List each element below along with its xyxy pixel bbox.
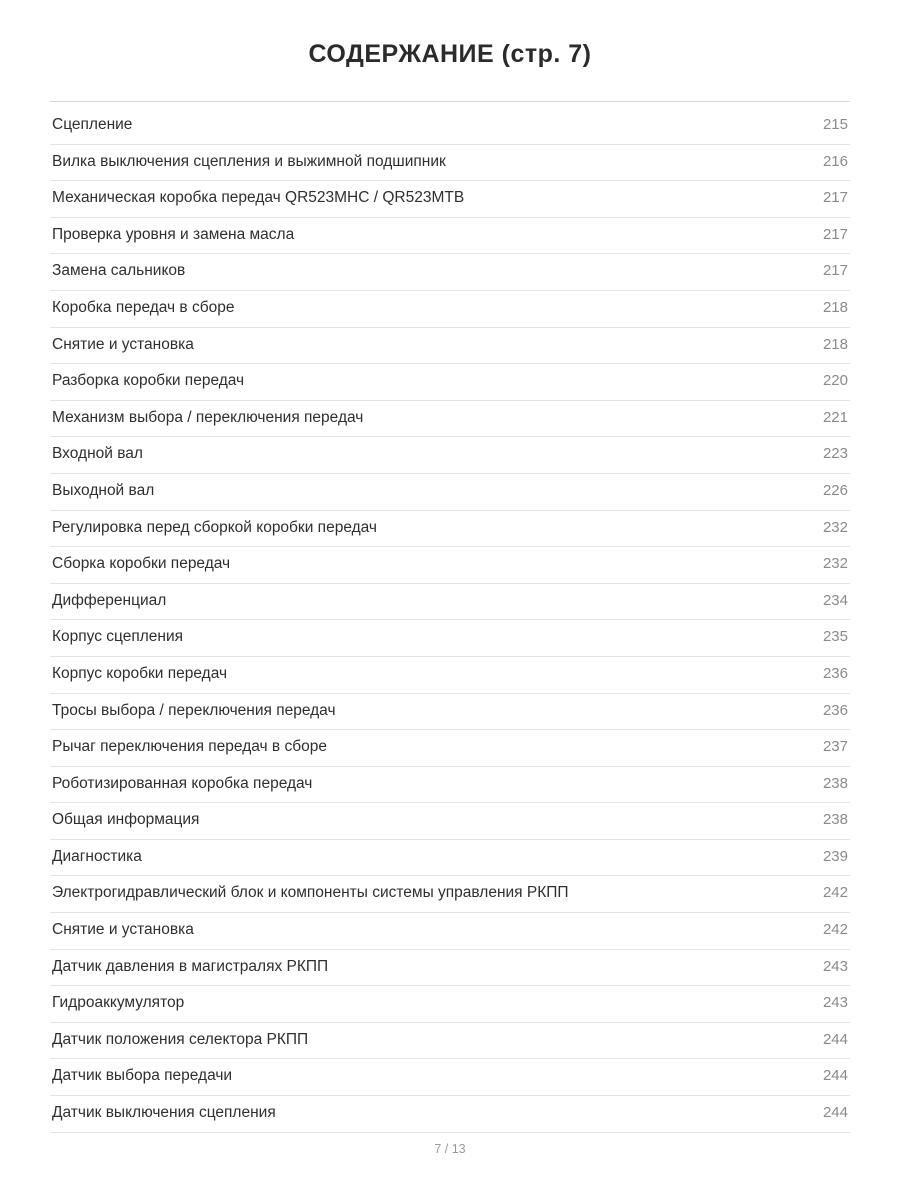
toc-entry[interactable] — [50, 840, 850, 877]
toc-entry-page-number: 244 — [822, 1104, 848, 1122]
toc-entry-page-number: 217 — [822, 225, 848, 243]
toc-entry-page-number: 237 — [822, 738, 848, 756]
toc-entry[interactable] — [50, 108, 850, 145]
toc-entry-label: Коробка передач в сборе — [52, 298, 235, 316]
toc-entry-page-number: 243 — [822, 957, 848, 975]
toc-entry-page-number: 215 — [822, 116, 848, 133]
toc-entry-label: Датчик выключения сцепления — [52, 1104, 276, 1122]
toc-entry[interactable] — [50, 291, 850, 328]
toc-entry-page-number: 220 — [822, 372, 848, 390]
toc-entry-page-number: 238 — [822, 774, 848, 792]
toc-entry-label: Дифференциал — [52, 591, 167, 609]
page-title: СОДЕРЖАНИЕ (стр. 7) — [308, 40, 592, 68]
toc-entry[interactable] — [50, 401, 850, 438]
toc-entry-label: Датчик давления в магистралях РКПП — [52, 957, 329, 975]
title-divider — [50, 101, 850, 102]
toc-entry[interactable] — [50, 694, 850, 731]
toc-entry-page-number: 217 — [822, 189, 848, 207]
toc-entry-label: Замена сальников — [52, 262, 186, 280]
toc-entry-label: Снятие и установка — [52, 335, 194, 353]
toc-entry[interactable] — [50, 657, 850, 694]
toc-entry-label: Сцепление — [52, 116, 133, 133]
toc-entry[interactable] — [50, 328, 850, 365]
toc-entry[interactable] — [50, 913, 850, 950]
toc-entry-page-number: 217 — [822, 262, 848, 280]
toc-entry-page-number: 226 — [822, 481, 848, 499]
page-footer: 7 / 13 — [434, 1142, 466, 1156]
toc-entry[interactable] — [50, 145, 850, 182]
toc-entry-label: Датчик положения селектора РКПП — [52, 1030, 309, 1048]
toc-entry-label: Регулировка перед сборкой коробки передач — [52, 518, 377, 536]
toc-entry-label: Проверка уровня и замена масла — [52, 225, 295, 243]
toc-entry-page-number: 244 — [822, 1067, 848, 1085]
toc-entry-page-number: 232 — [822, 555, 848, 573]
toc-entry-label: Роботизированная коробка передач — [52, 774, 313, 792]
toc-entry[interactable] — [50, 584, 850, 621]
table-of-contents — [50, 108, 850, 1133]
toc-entry-label: Гидроаккумулятор — [52, 994, 185, 1012]
toc-entry-label: Электрогидравлический блок и компоненты системы управления РКПП — [52, 884, 569, 902]
toc-entry-page-number: 234 — [822, 591, 848, 609]
toc-entry-label: Снятие и установка — [52, 921, 194, 939]
toc-entry[interactable] — [50, 547, 850, 584]
toc-entry[interactable] — [50, 730, 850, 767]
toc-entry-label: Входной вал — [52, 445, 143, 463]
toc-entry-page-number: 232 — [822, 518, 848, 536]
toc-entry-page-number: 243 — [822, 994, 848, 1012]
toc-entry[interactable] — [50, 511, 850, 548]
toc-entry[interactable] — [50, 876, 850, 913]
toc-entry-label: Механизм выбора / переключения передач — [52, 408, 364, 426]
toc-entry[interactable] — [50, 181, 850, 218]
toc-entry-page-number: 236 — [822, 664, 848, 682]
toc-entry-label: Диагностика — [52, 847, 142, 865]
toc-entry[interactable] — [50, 1096, 850, 1133]
toc-entry[interactable] — [50, 218, 850, 255]
toc-entry-page-number: 218 — [822, 298, 848, 316]
toc-entry-page-number: 242 — [822, 884, 848, 902]
toc-entry-page-number: 216 — [822, 152, 848, 170]
toc-entry-page-number: 223 — [822, 445, 848, 463]
toc-entry-page-number: 221 — [822, 408, 848, 426]
toc-entry[interactable] — [50, 254, 850, 291]
toc-entry-page-number: 236 — [822, 701, 848, 719]
toc-entry-label: Выходной вал — [52, 481, 155, 499]
toc-entry[interactable] — [50, 474, 850, 511]
toc-entry[interactable] — [50, 437, 850, 474]
toc-entry-label: Рычаг переключения передач в сборе — [52, 738, 327, 756]
toc-entry-page-number: 218 — [822, 335, 848, 353]
toc-entry-label: Общая информация — [52, 811, 200, 829]
toc-entry-label: Корпус коробки передач — [52, 664, 228, 682]
toc-entry[interactable] — [50, 767, 850, 804]
toc-entry-label: Разборка коробки передач — [52, 372, 245, 390]
toc-entry[interactable] — [50, 803, 850, 840]
toc-entry[interactable] — [50, 620, 850, 657]
toc-entry[interactable] — [50, 950, 850, 987]
toc-entry-page-number: 244 — [822, 1030, 848, 1048]
toc-entry-label: Тросы выбора / переключения передач — [52, 701, 336, 719]
toc-entry-page-number: 239 — [822, 847, 848, 865]
toc-entry-label: Вилка выключения сцепления и выжимной подшипник — [52, 152, 446, 170]
toc-entry-page-number: 242 — [822, 921, 848, 939]
toc-entry[interactable] — [50, 1023, 850, 1060]
toc-entry[interactable] — [50, 1059, 850, 1096]
toc-entry-label: Корпус сцепления — [52, 628, 184, 646]
toc-entry-page-number: 235 — [822, 628, 848, 646]
toc-entry-label: Сборка коробки передач — [52, 555, 231, 573]
toc-entry[interactable] — [50, 986, 850, 1023]
toc-entry[interactable] — [50, 364, 850, 401]
toc-entry-label: Датчик выбора передачи — [52, 1067, 233, 1085]
toc-entry-page-number: 238 — [822, 811, 848, 829]
toc-entry-label: Механическая коробка передач QR523MHC / QR523MTB — [52, 189, 465, 207]
